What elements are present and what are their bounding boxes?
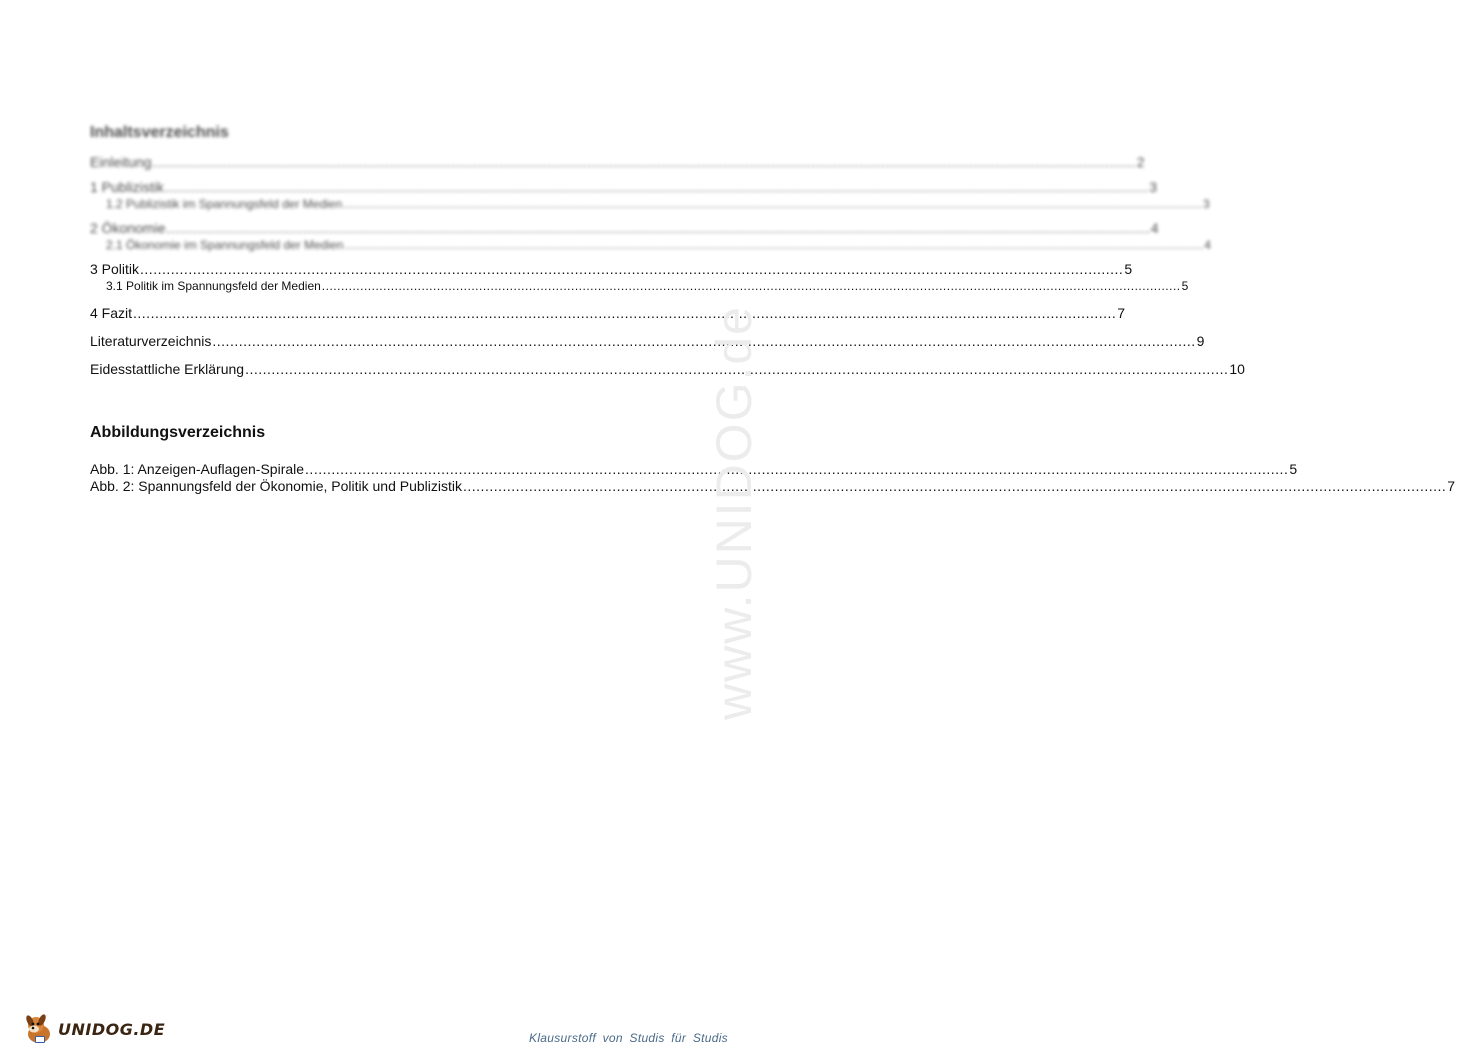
figure-entry (90, 478, 1456, 495)
toc-entry-page: 3 (1202, 197, 1210, 211)
toc-entry-page: 4 (1150, 220, 1159, 236)
figure-entry (90, 461, 1298, 478)
toc-entry-page: 3 (1149, 179, 1157, 195)
toc-dot-leader (133, 305, 1116, 321)
toc-entry (90, 179, 1157, 195)
figure-entry-page: 5 (1289, 461, 1298, 477)
toc-entry-page: 5 (1181, 279, 1189, 293)
unidog-logo[interactable] (22, 1012, 165, 1046)
toc-subentry (90, 279, 1189, 293)
toc-entry (90, 261, 1133, 277)
toc-subentry (90, 238, 1211, 252)
figure-dot-leader (305, 461, 1288, 478)
toc-entry-page: 10 (1229, 361, 1245, 377)
toc-entry (90, 220, 1159, 236)
toc-entry-page: 4 (1204, 238, 1211, 252)
toc-entry (90, 361, 1245, 377)
toc-entry-page: 2 (1136, 154, 1145, 170)
toc-entry-label: 3.1 Politik im Spannungsfeld der Medien (106, 279, 321, 293)
table-of-contents (90, 124, 1245, 377)
toc-entry-label: 2.1 Ökonomie im Spannungsfeld der Medien (106, 238, 344, 252)
toc-entry-label: 3 Politik (90, 261, 140, 277)
figure-dot-leader (463, 478, 1446, 495)
figure-entry-label: Abb. 1: Anzeigen-Auflagen-Spirale (90, 461, 305, 477)
dog-mascot-icon (22, 1012, 56, 1046)
toc-subentry (90, 197, 1210, 211)
toc-entry-label: 2 Ökonomie (90, 220, 166, 236)
figure-entry-page: 7 (1447, 478, 1456, 494)
toc-entry-label: Einleitung (90, 154, 152, 170)
figure-entry-label: Abb. 2: Spannungsfeld der Ökonomie, Politik und Publizistik (90, 478, 462, 494)
toc-entry-label: Eidesstattliche Erklärung (90, 361, 245, 377)
toc-dot-leader (322, 279, 1181, 293)
toc-dot-leader (153, 154, 1136, 170)
toc-entry (90, 333, 1205, 349)
toc-entry-label: 4 Fazit (90, 305, 133, 321)
toc-entry-label: 1.2 Publizistik im Spannungsfeld der Medien (106, 197, 343, 211)
footer-tagline: Klausurstoff von Studis für Studis (529, 1031, 728, 1045)
toc-entry-page: 9 (1196, 333, 1205, 349)
watermark: www.UNIDOG.de (706, 305, 762, 720)
toc-dot-leader (344, 238, 1203, 252)
toc-entry-page: 7 (1117, 305, 1126, 321)
toc-entry-label: 1 Publizistik (90, 179, 164, 195)
toc-dot-leader (166, 220, 1149, 236)
toc-heading: Inhaltsverzeichnis (90, 124, 229, 141)
toc-dot-leader (140, 261, 1123, 277)
toc-entry-page: 5 (1124, 261, 1133, 277)
list-of-figures (90, 424, 1456, 495)
toc-dot-leader (343, 197, 1202, 211)
toc-dot-leader (165, 179, 1148, 195)
toc-entry (90, 154, 1145, 170)
toc-entry-label: Literaturverzeichnis (90, 333, 212, 349)
toc-entry (90, 305, 1126, 321)
logo-text: UNIDOG.DE (58, 1019, 166, 1039)
figures-heading: Abbildungsverzeichnis (90, 424, 266, 441)
